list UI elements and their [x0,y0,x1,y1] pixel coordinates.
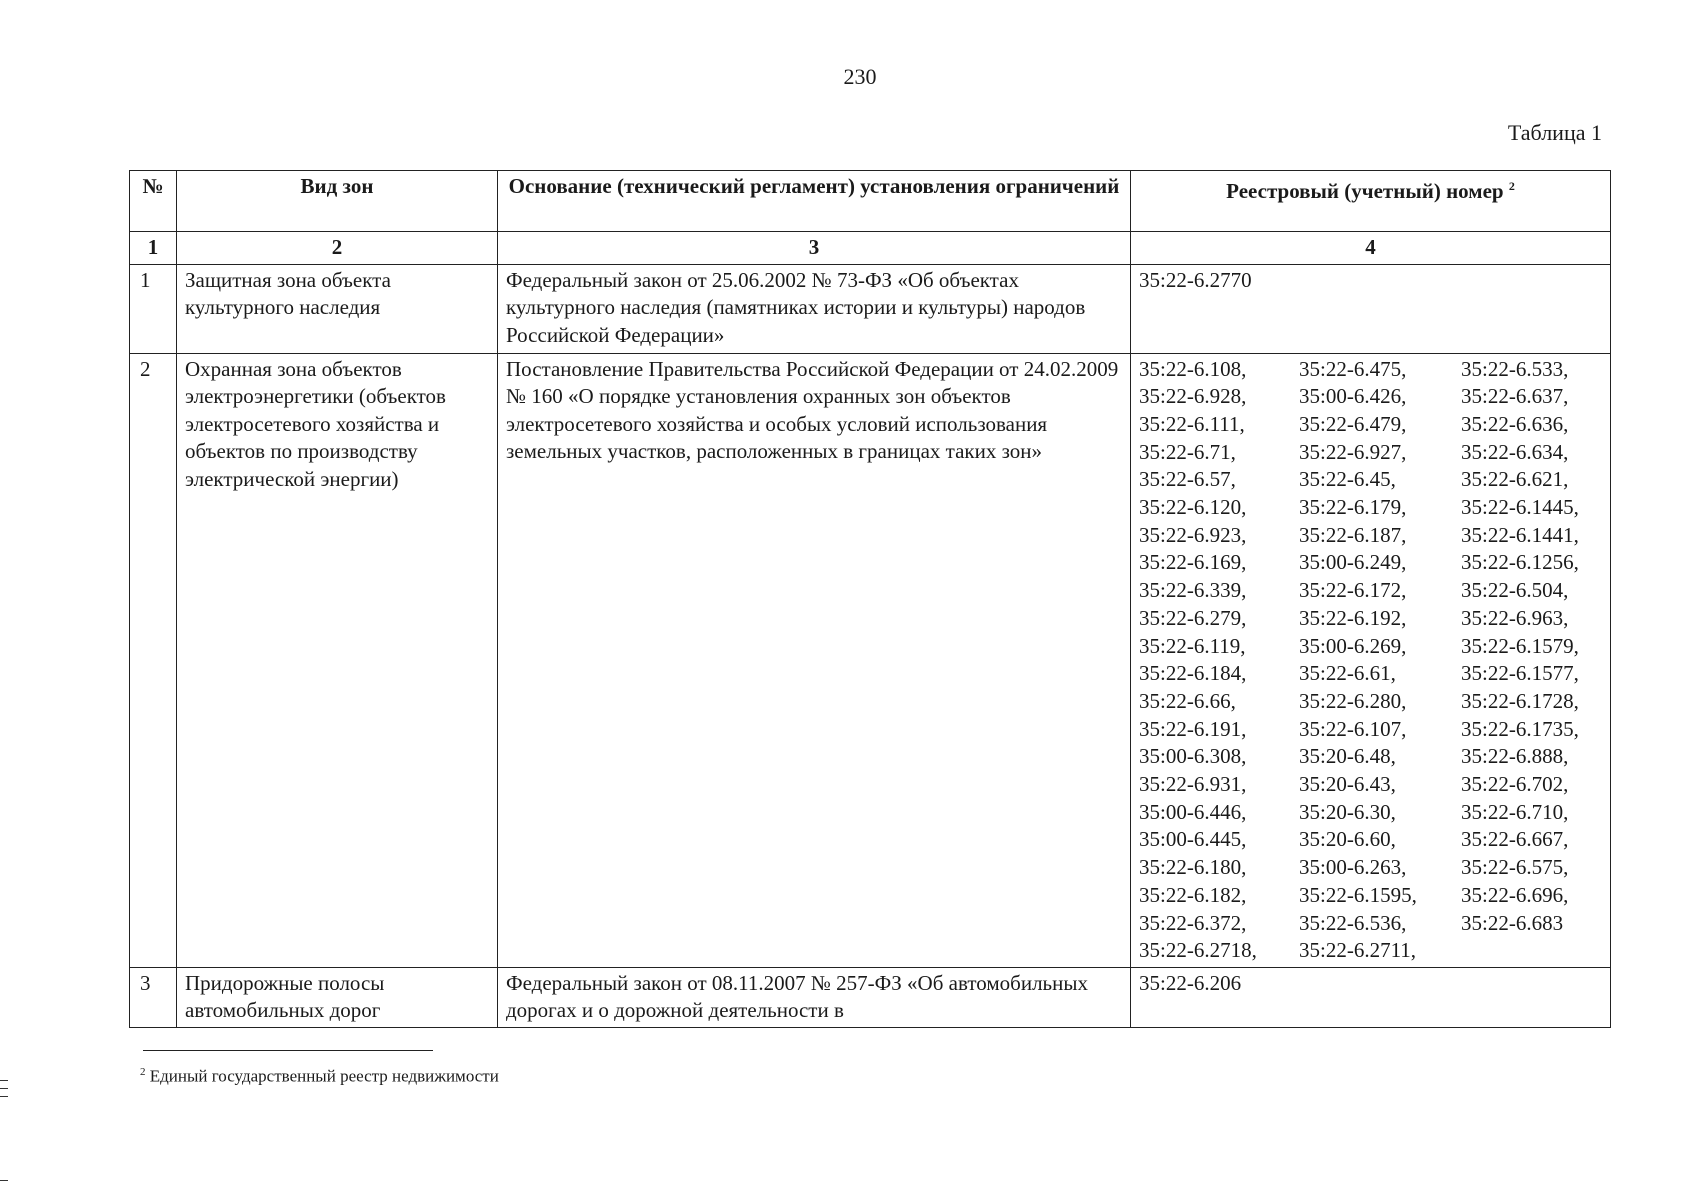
registry-number: 35:22-6.637, [1461,384,1569,409]
registry-number: 35:22-6.2711, [1299,938,1417,963]
row-number: 2 [130,353,177,967]
scan-edge-mark [0,1180,8,1181]
zone-type-cell: Защитная зона объекта культурного наследия [177,264,498,353]
registry-number: 35:22-6.1445, [1461,495,1579,520]
table-caption: Таблица 1 [1507,120,1602,145]
registry-number: 35:20-6.48, [1299,744,1396,769]
zone-type-cell: Придорожные полосы автомобильных дорог [177,967,498,1027]
header-footnote-mark: 2 [1508,179,1515,193]
header-registry [1131,171,1611,232]
registry-number: 35:22-6.172, [1299,578,1407,603]
registry-number: 35:22-6.180, [1139,855,1247,880]
registry-number: 35:22-6.192, [1299,605,1407,630]
registry-number: 35:22-6.1735, [1461,716,1579,741]
footnote [140,1066,499,1087]
registry-number: 35:22-6.206 [1139,970,1242,995]
registry-number: 35:22-6.187, [1299,522,1407,547]
registry-number: 35:22-6.339, [1139,578,1247,603]
column-number: 1 [130,232,177,265]
registry-number: 35:22-6.179, [1299,495,1407,520]
registry-number: 35:00-6.263, [1299,855,1407,880]
header-zone-type: Вид зон [177,171,498,232]
registry-number: 35:22-6.108, [1139,356,1247,381]
registry-number: 35:22-6.475, [1299,356,1407,381]
basis-cell: Федеральный закон от 25.06.2002 № 73-ФЗ «Об объектах культурного наследия (памятниках истории и культуры) народов Российской Федерации» [498,264,1131,353]
registry-number: 35:00-6.446, [1139,799,1247,824]
registry-number: 35:20-6.30, [1299,799,1396,824]
footnote-divider [143,1050,433,1051]
registry-number: 35:22-6.536, [1299,910,1407,935]
row-number: 1 [130,264,177,353]
registry-number: 35:22-6.696, [1461,882,1569,907]
registry-number: 35:22-6.710, [1461,799,1569,824]
table-row [130,264,1611,353]
registry-number: 35:22-6.575, [1461,855,1569,880]
registry-number: 35:22-6.923, [1139,522,1247,547]
registry-number: 35:00-6.269, [1299,633,1407,658]
registry-number: 35:22-6.120, [1139,495,1247,520]
registry-number: 35:22-6.71, [1139,439,1236,464]
registry-number: 35:22-6.1256, [1461,550,1579,575]
registry-number: 35:22-6.504, [1461,578,1569,603]
zone-type-cell: Охранная зона объектов электроэнергетики (объектов электросетевого хозяйства и объектов по производству электрической энергии) [177,353,498,967]
registry-number: 35:22-6.1595, [1299,882,1417,907]
registry-number: 35:22-6.111, [1139,411,1245,436]
scan-edge-mark [0,1080,8,1081]
row-number: 3 [130,967,177,1027]
column-number-row [130,232,1611,265]
registry-number: 35:22-6.963, [1461,605,1569,630]
registry-number: 35:22-6.533, [1461,356,1569,381]
registry-number: 35:22-6.184, [1139,661,1247,686]
registry-number: 35:22-6.1577, [1461,661,1579,686]
registry-number: 35:22-6.931, [1139,772,1247,797]
registry-list [1139,267,1602,295]
registry-number: 35:22-6.119, [1139,633,1246,658]
header-number: № [130,171,177,232]
registry-number: 35:00-6.249, [1299,550,1407,575]
registry-number: 35:22-6.667, [1461,827,1569,852]
registry-number: 35:20-6.43, [1299,772,1396,797]
header-basis: Основание (технический регламент) установления ограничений [498,171,1131,232]
registry-number: 35:22-6.372, [1139,910,1247,935]
registry-number: 35:22-6.66, [1139,688,1236,713]
registry-number: 35:22-6.927, [1299,439,1407,464]
basis-cell: Постановление Правительства Российской Федерации от 24.02.2009 № 160 «О порядке установления охранных зон объектов электросетевого хозяйства и особых условий использования земельных участков, расположенных в границах таких зон» [498,353,1131,967]
scan-edge-mark [0,1088,8,1089]
registry-number: 35:22-6.683 [1461,910,1564,935]
registry-number: 35:22-6.2770 [1139,267,1252,292]
registry-list [1139,970,1602,998]
registry-number: 35:22-6.888, [1461,744,1569,769]
registry-cell [1131,264,1611,353]
registry-list [1139,356,1602,965]
footnote-text: Единый государственный реестр недвижимости [149,1066,499,1086]
registry-number: 35:00-6.445, [1139,827,1247,852]
registry-number: 35:22-6.928, [1139,384,1247,409]
registry-number: 35:22-6.479, [1299,411,1407,436]
page-number: 230 [843,64,877,89]
registry-number: 35:22-6.107, [1299,716,1407,741]
registry-number: 35:22-6.280, [1299,688,1407,713]
registry-cell [1131,353,1611,967]
table-header-row [130,171,1611,232]
registry-number: 35:22-6.1728, [1461,688,1579,713]
registry-number: 35:22-6.621, [1461,467,1569,492]
registry-number: 35:22-6.57, [1139,467,1236,492]
registry-number: 35:22-6.636, [1461,411,1569,436]
header-registry-label: Реестровый (учетный) номер [1226,179,1504,203]
footnote-mark: 2 [140,1066,146,1078]
table-row [130,353,1611,967]
registry-number: 35:00-6.426, [1299,384,1407,409]
registry-number: 35:22-6.279, [1139,605,1247,630]
scan-edge-mark [0,1096,8,1097]
registry-number [1461,937,1611,965]
registry-number: 35:22-6.1579, [1461,633,1579,658]
registry-number: 35:22-6.1441, [1461,522,1579,547]
column-number: 3 [498,232,1131,265]
registry-number: 35:00-6.308, [1139,744,1247,769]
registry-number: 35:22-6.191, [1139,716,1247,741]
registry-number: 35:22-6.61, [1299,661,1396,686]
basis-cell: Федеральный закон от 08.11.2007 № 257-ФЗ «Об автомобильных дорогах и о дорожной деятельности в [498,967,1131,1027]
registry-cell [1131,967,1611,1027]
registry-number: 35:22-6.2718, [1139,938,1257,963]
registry-number: 35:22-6.182, [1139,882,1247,907]
registry-number: 35:22-6.169, [1139,550,1247,575]
registry-number: 35:22-6.45, [1299,467,1396,492]
column-number: 4 [1131,232,1611,265]
registry-number: 35:20-6.60, [1299,827,1396,852]
registry-number: 35:22-6.634, [1461,439,1569,464]
table-row [130,967,1611,1027]
registry-number: 35:22-6.702, [1461,772,1569,797]
column-number: 2 [177,232,498,265]
zones-table [129,170,1611,1028]
